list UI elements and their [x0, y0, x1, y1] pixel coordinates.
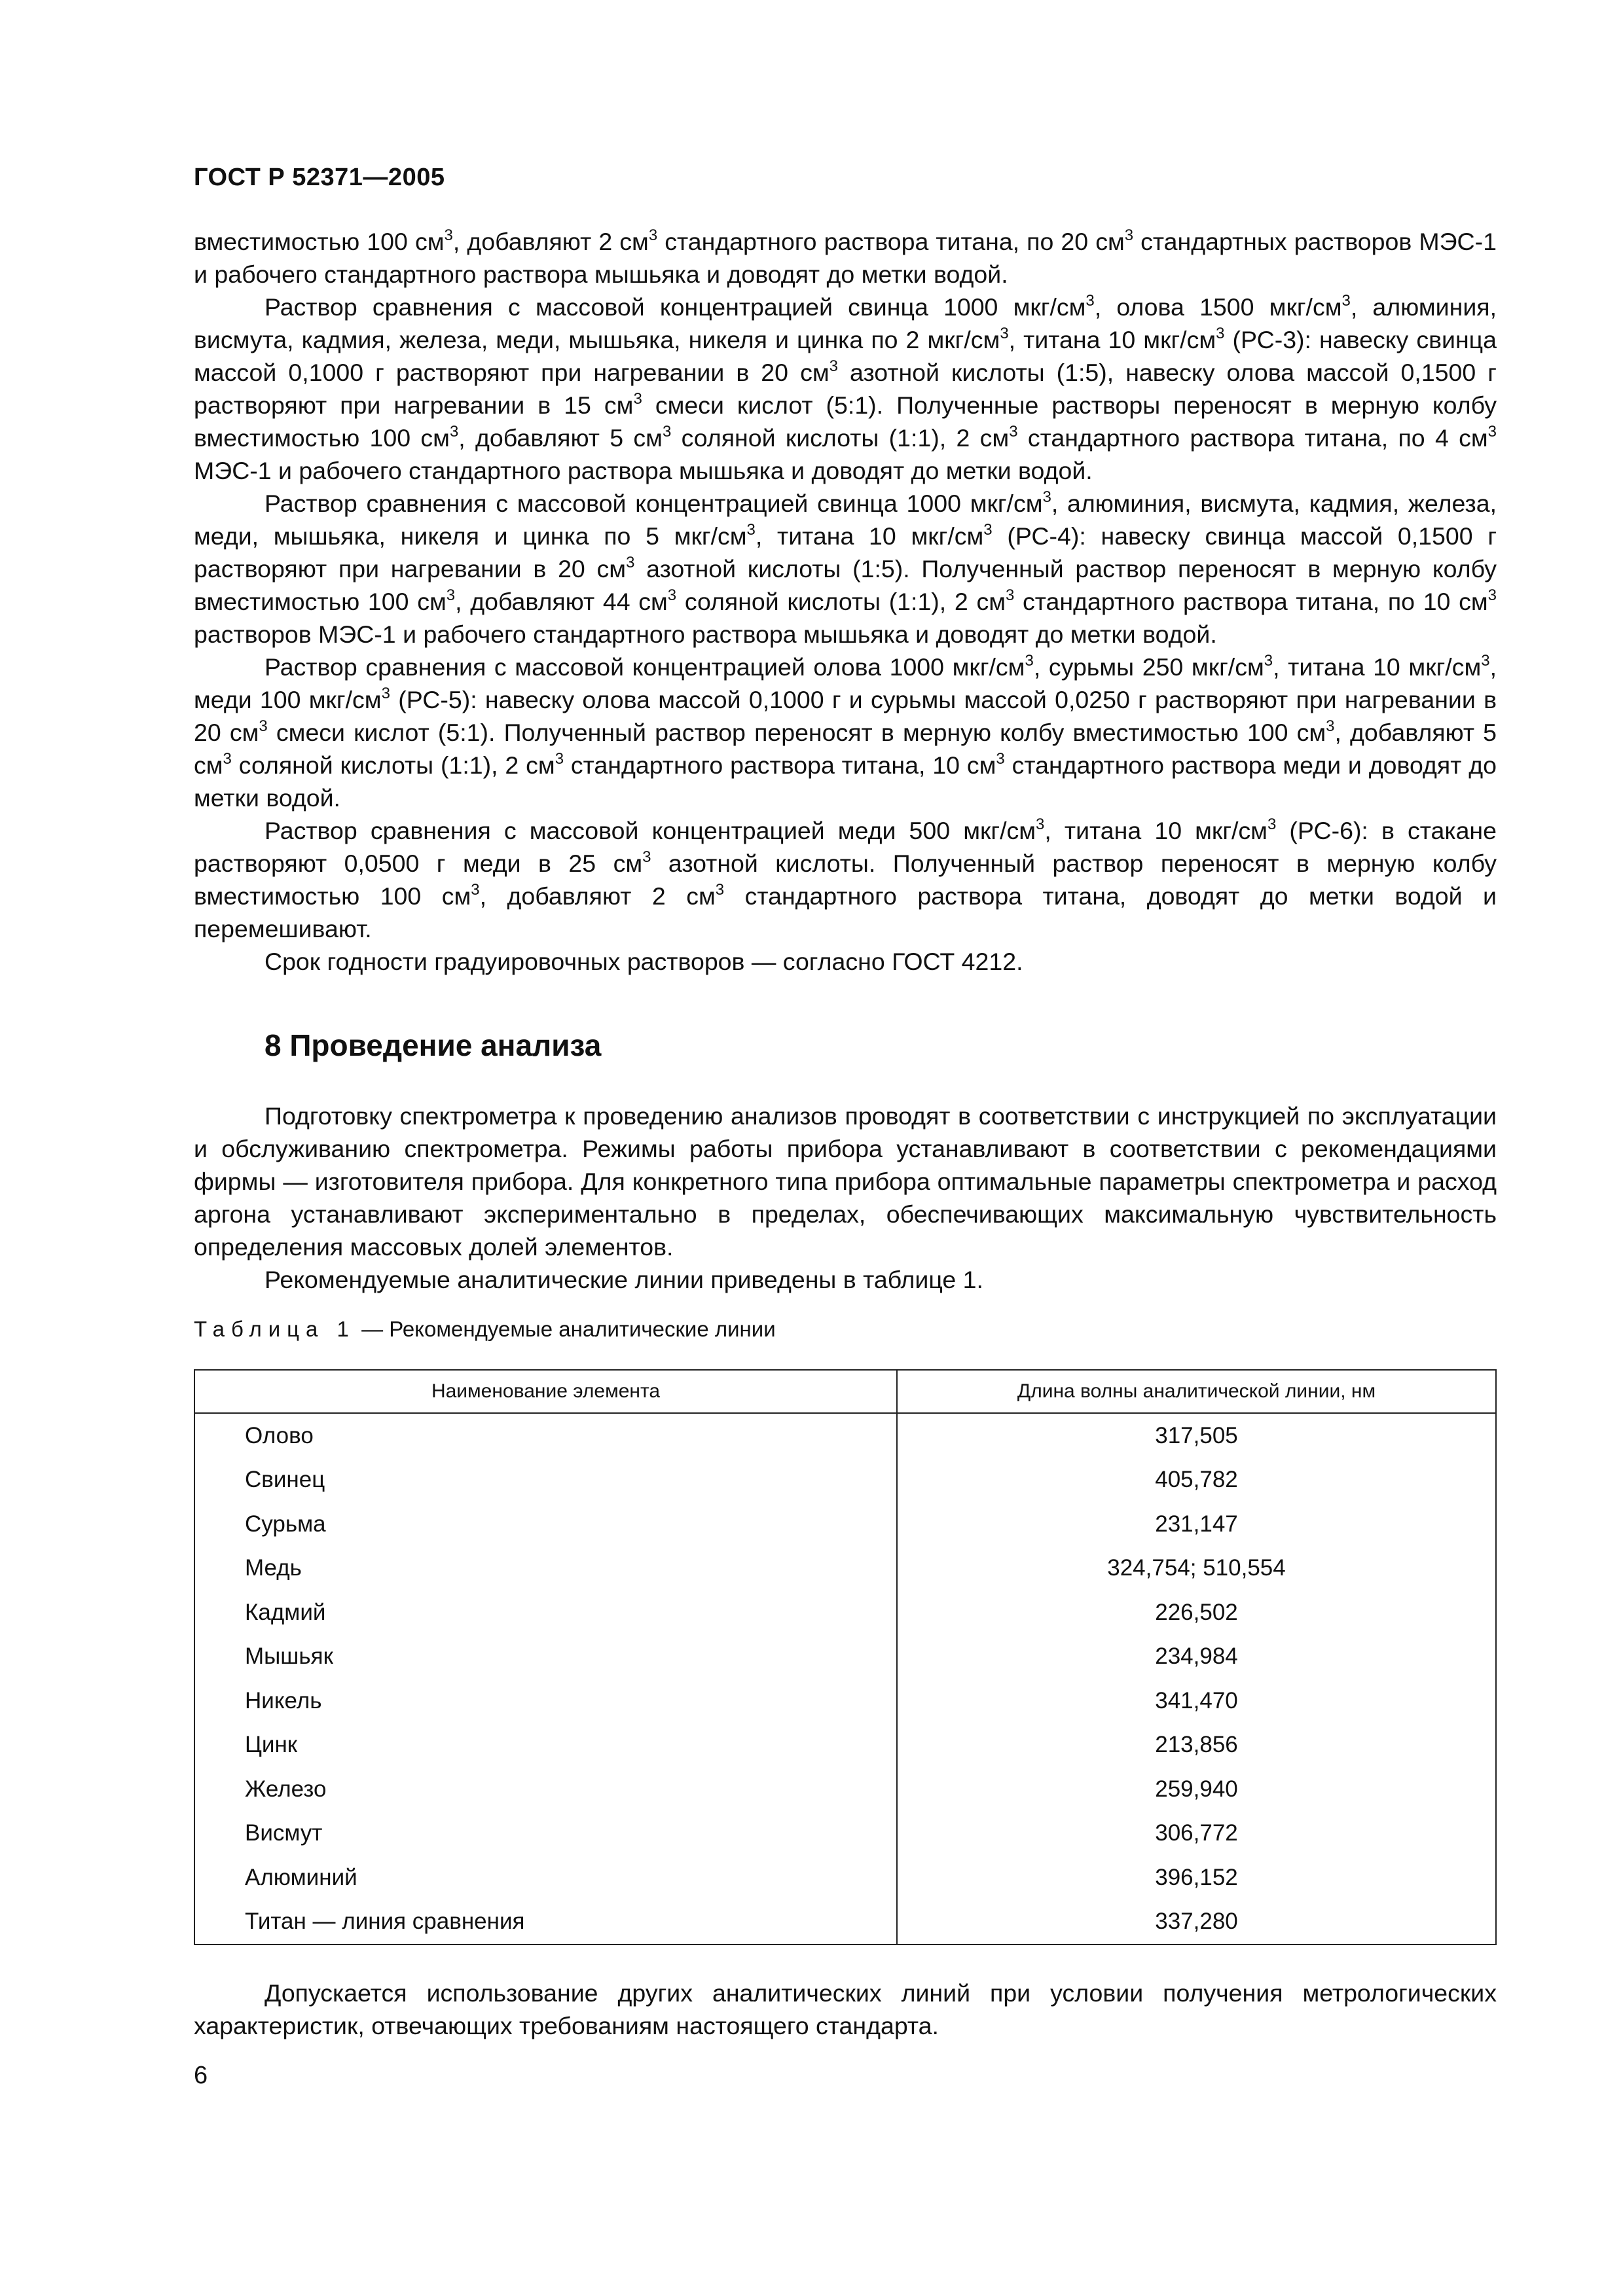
paragraph-3: Раствор сравнения с массовой концентрацией свинца 1000 мкг/$см^3$, алюминия, висмута, кадмия, железа, меди, мышьяка, никеля и цинка по 5 мкг/$см^3$, титана 10 мкг/$см^3$ (РС-4): навеску свинца массой 0,1500 г растворяют при нагревании в 20 $см^3$ азотной кислоты (1:5). Полученный раствор переносят в мерную колбу вместимостью 100 $см^3$, добавляют 44 $см^3$ соляной кислоты (1:1), 2 $см^3$ стандартного раствора титана, по 10 $см^3$ растворов МЭС-1 и рабочего стандартного раствора мышьяка и доводят до метки водой.	[194, 488, 1497, 648]
page-number: 6	[194, 2062, 208, 2089]
body-text	[194, 225, 1497, 978]
paragraph-4: Раствор сравнения с массовой концентрацией олова 1000 мкг/$см^3$, сурьмы 250 мкг/$см^3$, титана 10 мкг/$см^3$, меди 100 мкг/$см^3$ (РС-5): навеску олова массой 0,1000 г и сурьмы массой 0,0250 г растворяют при нагревании в 20 $см^3$ смеси кислот (5:1). Полученный раствор переносят в мерную колбу вместимостью 100 $см^3$, добавляют 5 $см^3$ соляной кислоты (1:1), 2 $см^3$ стандартного раствора титана, 10 $см^3$ стандартного раствора меди и доводят до метки водой.	[194, 652, 1497, 812]
closing-paragraph: Допускается использование других аналитических линий при условии получения метрологических характеристик, отвечающих требованиям настоящего стандарта.	[194, 1979, 1497, 2039]
table-cell-wavelength: 405,782	[897, 1458, 1496, 1503]
paragraph-1: вместимостью 100 $см^3$, добавляют 2 $см^3$ стандартного раствора титана, по 20 $см^3$ стандартных растворов МЭС-1 и рабочего стандартного раствора мышьяка и доводят до метки водой.	[194, 226, 1497, 288]
section-title: 8 Проведение анализа	[264, 1028, 602, 1062]
table-row	[194, 1635, 1496, 1679]
table-cell-wavelength: 341,470	[897, 1679, 1496, 1723]
table-cell-element: Свинец	[194, 1458, 897, 1503]
table-cell-wavelength: 396,152	[897, 1856, 1496, 1900]
paragraph-5: Раствор сравнения с массовой концентрацией меди 500 мкг/$см^3$, титана 10 мкг/$см^3$ (РС-6): в стакане растворяют 0,0500 г меди в 25 $см^3$ азотной кислоты. Полученный раствор переносят в мерную колбу вместимостью 100 $см^3$, добавляют 2 $см^3$ стандартного раствора титана, доводят до метки водой и перемешивают.	[194, 816, 1497, 942]
table-row	[194, 1547, 1496, 1591]
section-text	[194, 1100, 1497, 1296]
table-row	[194, 1723, 1496, 1768]
table-cell-element: Алюминий	[194, 1856, 897, 1900]
table-row	[194, 1679, 1496, 1723]
table-cell-wavelength: 337,280	[897, 1900, 1496, 1945]
table-header-element: Наименование элемента	[194, 1370, 897, 1413]
table-cell-element: Железо	[194, 1767, 897, 1812]
table-header-wavelength: Длина волны аналитической линии, нм	[897, 1370, 1496, 1413]
table-cell-element: Титан — линия сравнения	[194, 1900, 897, 1945]
table-caption-text: — Рекомендуемые аналитические линии	[355, 1317, 776, 1341]
table-row	[194, 1900, 1496, 1945]
table-cell-wavelength: 324,754; 510,554	[897, 1547, 1496, 1591]
table-cell-wavelength: 231,147	[897, 1502, 1496, 1547]
table-caption	[194, 1317, 776, 1342]
table-cell-element: Медь	[194, 1547, 897, 1591]
table-cell-element: Кадмий	[194, 1590, 897, 1635]
closing-text	[194, 1977, 1497, 2042]
paragraph-6: Срок годности градуировочных растворов — согласно ГОСТ 4212.	[264, 948, 1023, 975]
table-row	[194, 1856, 1496, 1900]
table-row	[194, 1590, 1496, 1635]
table-cell-wavelength: 234,984	[897, 1635, 1496, 1679]
table-cell-element: Мышьяк	[194, 1635, 897, 1679]
table-row	[194, 1767, 1496, 1812]
table-cell-element: Цинк	[194, 1723, 897, 1768]
table-caption-label: Таблица 1	[194, 1317, 356, 1341]
table-cell-wavelength: 259,940	[897, 1767, 1496, 1812]
analytical-lines-table	[194, 1369, 1497, 1945]
table-cell-wavelength: 317,505	[897, 1413, 1496, 1458]
paragraph-2: Раствор сравнения с массовой концентрацией свинца 1000 мкг/$см^3$, олова 1500 мкг/$см^3$, алюминия, висмута, кадмия, железа, меди, мышьяка, никеля и цинка по 2 мкг/$см^3$, титана 10 мкг/$см^3$ (РС-3): навеску свинца массой 0,1000 г растворяют при нагревании в 20 $см^3$ азотной кислоты (1:5), навеску олова массой 0,1500 г растворяют при нагревании в 15 $см^3$ смеси кислот (5:1). Полученные растворы переносят в мерную колбу вместимостью 100 $см^3$, добавляют 5 $см^3$ соляной кислоты (1:1), 2 $см^3$ стандартного раствора титана, по 4 $см^3$ МЭС-1 и рабочего стандартного раствора мышьяка и доводят до метки водой.	[194, 292, 1497, 484]
document-code: ГОСТ Р 52371—2005	[194, 164, 445, 191]
table-row	[194, 1413, 1496, 1458]
table-cell-wavelength: 226,502	[897, 1590, 1496, 1635]
table-cell-wavelength: 213,856	[897, 1723, 1496, 1768]
section-paragraph-1: Подготовку спектрометра к проведению анализов проводят в соответствии с инструкцией по эксплуатации и обслуживанию спектрометра. Режимы работы прибора устанавливают в соответствии с рекомендациями фирмы — изготовителя прибора. Для конкретного типа прибора оптимальные параметры спектрометра и расход аргона устанавливают экспериментально в пределах, обеспечивающих максимальную чувствительность определения массовых долей элементов.	[194, 1102, 1497, 1261]
table-row	[194, 1812, 1496, 1856]
table-row	[194, 1458, 1496, 1503]
table-cell-element: Никель	[194, 1679, 897, 1723]
table-cell-element: Сурьма	[194, 1502, 897, 1547]
section-paragraph-2: Рекомендуемые аналитические линии приведены в таблице 1.	[264, 1266, 983, 1293]
table-header-row	[194, 1370, 1496, 1413]
table-cell-element: Висмут	[194, 1812, 897, 1856]
table-cell-element: Олово	[194, 1413, 897, 1458]
table-row	[194, 1502, 1496, 1547]
table-cell-wavelength: 306,772	[897, 1812, 1496, 1856]
